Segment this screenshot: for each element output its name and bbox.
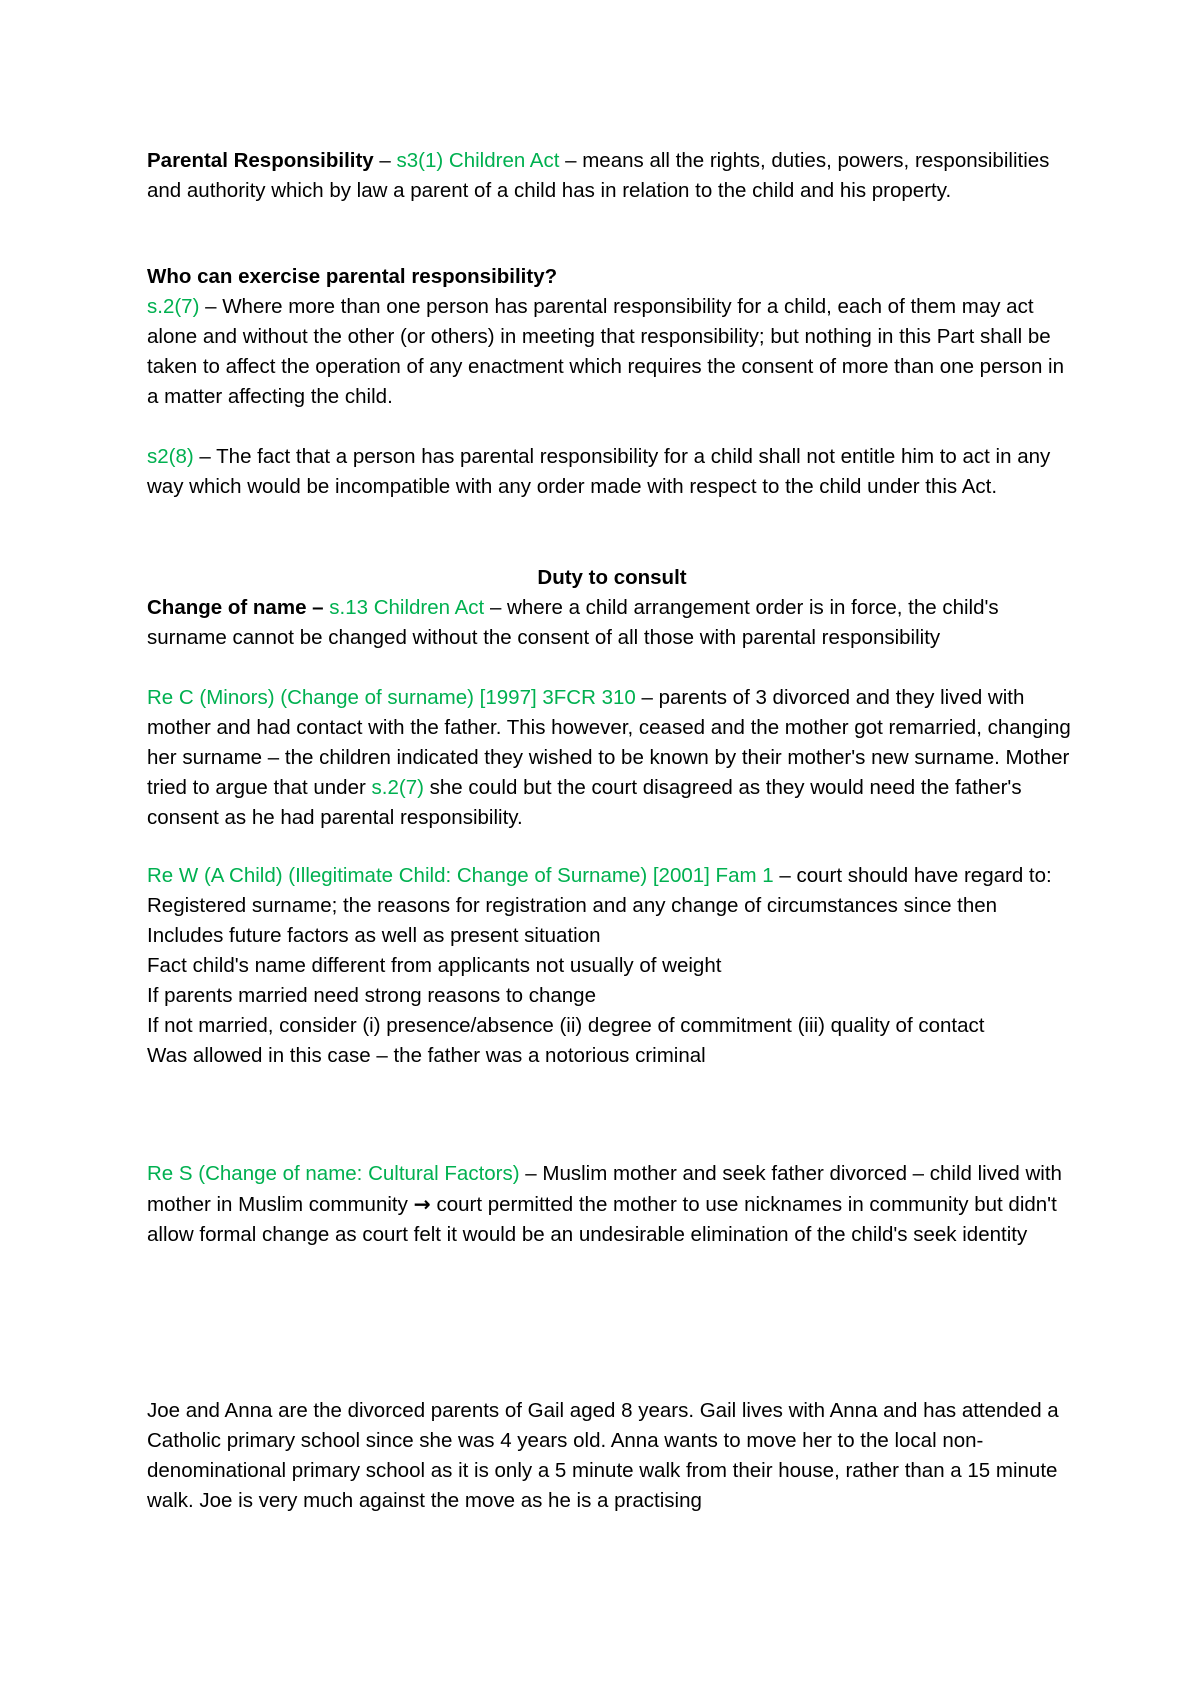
case-c-inline-citation: s.2(7) — [371, 776, 424, 799]
definition-citation: s3(1) Children Act — [396, 149, 560, 172]
arrow-right-icon: → — [413, 1192, 431, 1216]
s28-paragraph — [147, 442, 1077, 502]
s28-text: – The fact that a person has parental responsibility for a child shall not entitle him to act in any way which would be incompatible with any order made with respect to the child under this Act. — [147, 445, 1051, 498]
definition-text: – means all the rights, duties, powers, responsibilities and authority which by law a parent of a child has in relation to the child and his property. — [147, 149, 1050, 202]
change-of-name-citation: s.13 Children Act — [329, 596, 485, 619]
case-s-text-2: court permitted the mother to use nicknames in community but didn't allow formal change as court felt it would be an undesirable elimination of the child's seek identity — [147, 1193, 1057, 1246]
case-w-point: If parents married need strong reasons to change — [147, 984, 596, 1007]
duty-heading: Duty to consult — [537, 566, 687, 589]
s28-citation: s2(8) — [147, 445, 194, 468]
change-of-name-text: – where a child arrangement order is in force, the child's surname cannot be changed without the consent of all those with parental responsibility — [147, 596, 999, 649]
case-s-citation: Re S (Change of name: Cultural Factors) — [147, 1162, 520, 1185]
change-of-name-label: Change of name – — [147, 596, 330, 619]
case-w-citation: Re W (A Child) (Illegitimate Child: Change of Surname) [2001] Fam 1 — [147, 864, 774, 887]
case-c-text-1: – parents of 3 divorced and they lived with mother and had contact with the father. This however, ceased and the mother got remarried, changing her surname – the children indicated they wished to be known by their mother's new surname. Mother tried to argue that under — [147, 686, 1071, 799]
case-s-paragraph — [147, 1159, 1077, 1250]
case-w-point: If not married, consider (i) presence/absence (ii) degree of commitment (iii) quality of contact — [147, 1014, 985, 1037]
definition-term: Parental Responsibility — [147, 149, 374, 172]
scenario-paragraph: Joe and Anna are the divorced parents of Gail aged 8 years. Gail lives with Anna and has attended a Catholic primary school since she was 4 years old. Anna wants to move her to the local non-denominational primary school as it is only a 5 minute walk from their house, rather than a 15 minute walk. Joe is very much against the move as he is a practising — [147, 1399, 1059, 1512]
case-w-paragraph — [147, 861, 1077, 1071]
definition-paragraph — [147, 146, 1077, 206]
change-of-name-paragraph — [147, 593, 1077, 653]
s27-paragraph — [147, 292, 1077, 412]
case-c-citation: Re C (Minors) (Change of surname) [1997] 3FCR 310 — [147, 686, 636, 709]
case-w-point: Registered surname; the reasons for registration and any change of circumstances since then — [147, 894, 998, 917]
s27-text: – Where more than one person has parental responsibility for a child, each of them may act alone and without the other (or others) in meeting that responsibility; but nothing in this Part shall be taken to affect the operation of any enactment which requires the consent of more than one person in a matter affecting the child. — [147, 295, 1065, 408]
case-w-point: Includes future factors as well as present situation — [147, 924, 601, 947]
s27-citation: s.2(7) — [147, 295, 200, 318]
case-s-text-1: – Muslim mother and seek father divorced – child lived with mother in Muslim community — [147, 1162, 1062, 1216]
case-c-paragraph — [147, 683, 1077, 833]
case-w-point: Was allowed in this case – the father was a notorious criminal — [147, 1044, 706, 1067]
case-w-text: – court should have regard to: — [773, 864, 1052, 887]
case-w-point: Fact child's name different from applicants not usually of weight — [147, 954, 722, 977]
who-heading: Who can exercise parental responsibility? — [147, 265, 558, 288]
definition-dash: – — [373, 149, 397, 172]
case-c-text-2: she could but the court disagreed as they would need the father's consent as he had parental responsibility. — [147, 776, 1022, 829]
